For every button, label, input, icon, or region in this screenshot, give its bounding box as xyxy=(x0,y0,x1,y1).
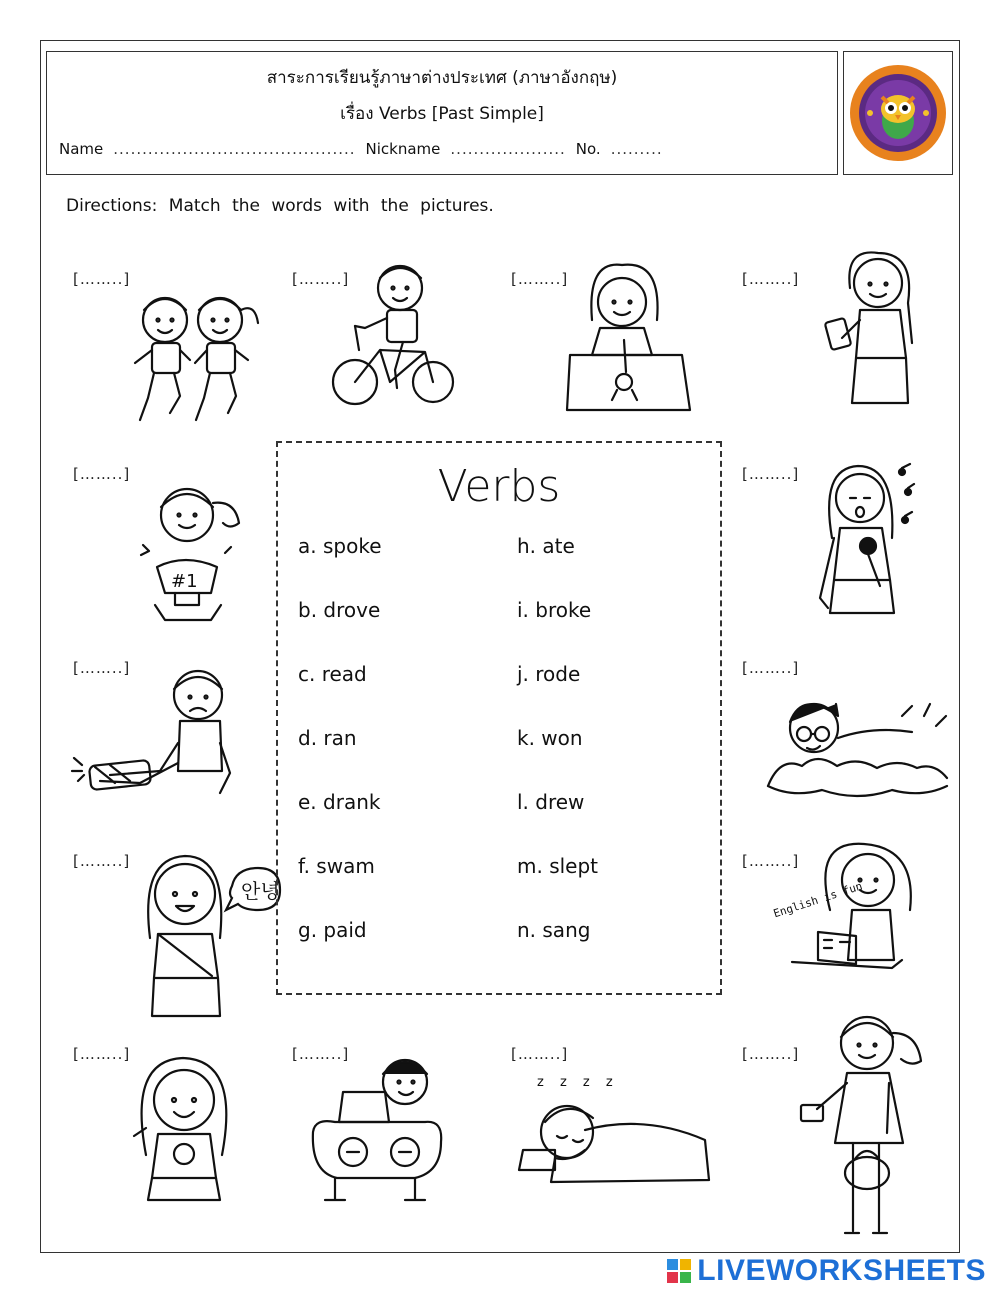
nickname-field[interactable]: .................... xyxy=(450,140,566,158)
nickname-label: Nickname xyxy=(365,140,441,158)
topic-title: เรื่อง Verbs [Past Simple] xyxy=(340,104,544,124)
drawing-girl-picture xyxy=(562,260,697,415)
answer-blank-9[interactable]: [……..] xyxy=(73,852,131,870)
liveworksheets-footer[interactable] xyxy=(665,1254,986,1288)
running-children-picture xyxy=(130,288,265,428)
answer-blank-5[interactable]: [……..] xyxy=(73,465,131,483)
answer-blank-4[interactable]: [……..] xyxy=(742,270,800,288)
zzz-text: z z z z xyxy=(537,1075,619,1090)
trophy-girl-picture xyxy=(135,475,245,623)
reading-girl-picture xyxy=(772,840,922,980)
answer-blank-3[interactable]: [……..] xyxy=(511,270,569,288)
eating-girl-picture xyxy=(128,1050,243,1205)
answer-blank-14[interactable]: [……..] xyxy=(742,1045,800,1063)
verb-option-m[interactable]: m. slept xyxy=(517,854,599,878)
verb-option-k[interactable]: k. won xyxy=(517,726,583,750)
verbs-word-bank xyxy=(276,441,722,995)
student-info-row xyxy=(59,140,827,158)
speech-bubble-text: 안녕 xyxy=(241,879,280,903)
verb-option-d[interactable]: d. ran xyxy=(298,726,357,750)
school-logo xyxy=(843,51,953,175)
book-caption-text: English is fun xyxy=(772,879,864,921)
answer-blank-10[interactable]: [……..] xyxy=(742,852,800,870)
directions-text: Directions: Match the words with the pictures. xyxy=(66,196,494,216)
owl-logo-icon xyxy=(848,63,948,163)
verb-option-a[interactable]: a. spoke xyxy=(298,534,382,558)
name-field[interactable]: .......................................... xyxy=(113,140,356,158)
verb-option-n[interactable]: n. sang xyxy=(517,918,591,942)
verb-option-e[interactable]: e. drank xyxy=(298,790,381,814)
singing-girl-picture xyxy=(810,458,925,620)
number-field[interactable]: ......... xyxy=(610,140,663,158)
answer-blank-13[interactable]: [……..] xyxy=(511,1045,569,1063)
subject-title: สาระการเรียนรู้ภาษาต่างประเทศ (ภาษาอังกฤษ) xyxy=(266,68,618,88)
paying-girl-picture xyxy=(795,1003,925,1241)
bicycle-boy-picture xyxy=(325,260,455,410)
verb-option-j[interactable]: j. rode xyxy=(517,662,581,686)
verb-option-h[interactable]: h. ate xyxy=(517,534,575,558)
header-box xyxy=(46,51,838,175)
broken-leg-boy-picture xyxy=(70,663,240,803)
answer-blank-7[interactable]: [……..] xyxy=(73,659,131,677)
drinking-girl-picture xyxy=(820,248,930,408)
verb-option-g[interactable]: g. paid xyxy=(298,918,367,942)
verb-option-l[interactable]: l. drew xyxy=(517,790,585,814)
driving-boy-picture xyxy=(305,1052,447,1210)
verb-option-b[interactable]: b. drove xyxy=(298,598,381,622)
verb-option-c[interactable]: c. read xyxy=(298,662,367,686)
verb-option-f[interactable]: f. swam xyxy=(298,854,375,878)
answer-blank-11[interactable]: [……..] xyxy=(73,1045,131,1063)
number-label: No. xyxy=(575,140,601,158)
verb-option-i[interactable]: i. broke xyxy=(517,598,592,622)
answer-blank-6[interactable]: [……..] xyxy=(742,465,800,483)
brand-text: LIVEWORKSHEETS xyxy=(697,1254,986,1287)
swimming-boy-picture xyxy=(762,686,952,804)
answer-blank-2[interactable]: [……..] xyxy=(292,270,350,288)
svg-text:#1: #1 xyxy=(171,571,198,592)
answer-blank-1[interactable]: [……..] xyxy=(73,270,131,288)
speaking-girl-picture xyxy=(140,848,285,1020)
name-label: Name xyxy=(59,140,104,158)
liveworksheets-logo-icon xyxy=(665,1257,693,1285)
answer-blank-8[interactable]: [……..] xyxy=(742,659,800,677)
answer-blank-12[interactable]: [……..] xyxy=(292,1045,350,1063)
sleeping-boy-picture xyxy=(515,1070,715,1190)
word-bank-title: Verbs xyxy=(437,461,561,512)
